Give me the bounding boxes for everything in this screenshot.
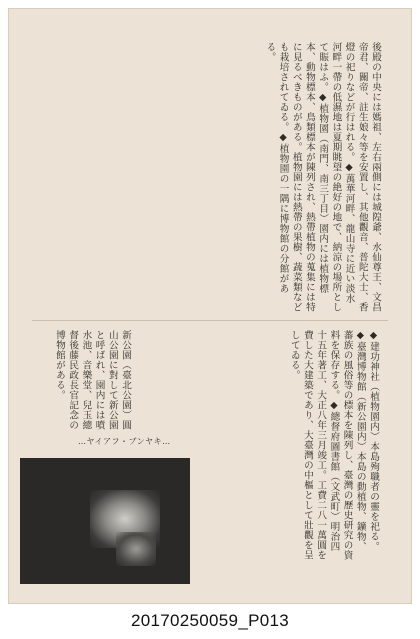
text-column-bottom: ◆建功神社（植物園内）本島殉職者の靈を祀る。◆臺灣博物館（新公園内）本島の動植物、鑛物、蕃族の風俗等の標本を陳列し、臺灣の歷史研究の資料を保存する。◆總督府圖書館（文武町）明治四十五年著工、大正八年三月竣工。工費二八一萬圓を費した大建築であり、大臺灣の中樞として壯觀を呈してゐる。	[288, 330, 379, 560]
photo-light-glow-secondary	[116, 532, 156, 566]
night-scene-photo	[20, 458, 190, 584]
photo-caption: …ヤイアフ・ブンヤキ…	[78, 437, 171, 446]
page-number: 20170250059_P013	[131, 611, 289, 630]
section-divider	[32, 320, 388, 321]
text-column-top: 後殿の中央には媽祖、左右兩側には城隍爺、水仙尊王、文昌帝君、關帝、註生娘々等を安置し、其他觀音、普陀大士、香燈の祀りなどが行はれる。◆萬華河畔、龍山寺に近い淡水河畔一帶の低濕地は夏期眺望の絶好の地で、納涼の場所として賑はふ。◆植物園（南門、南三丁目）園内には植物標本、動物標本、鳥類標本が陳列され、熱帶植物の蒐集には特に見るべきものがある。植物園には熱帶の果樹、蔬菜類なども栽培されてゐる。◆植物園の一隅に博物館の分館がある。	[264, 42, 381, 312]
text-column-left: 新公園（臺北公園）圓山公園に對して新公園と呼ばれ、園内には噴水池、音樂堂、兒玉總督後藤民政長官記念の博物館がある。	[53, 330, 131, 430]
